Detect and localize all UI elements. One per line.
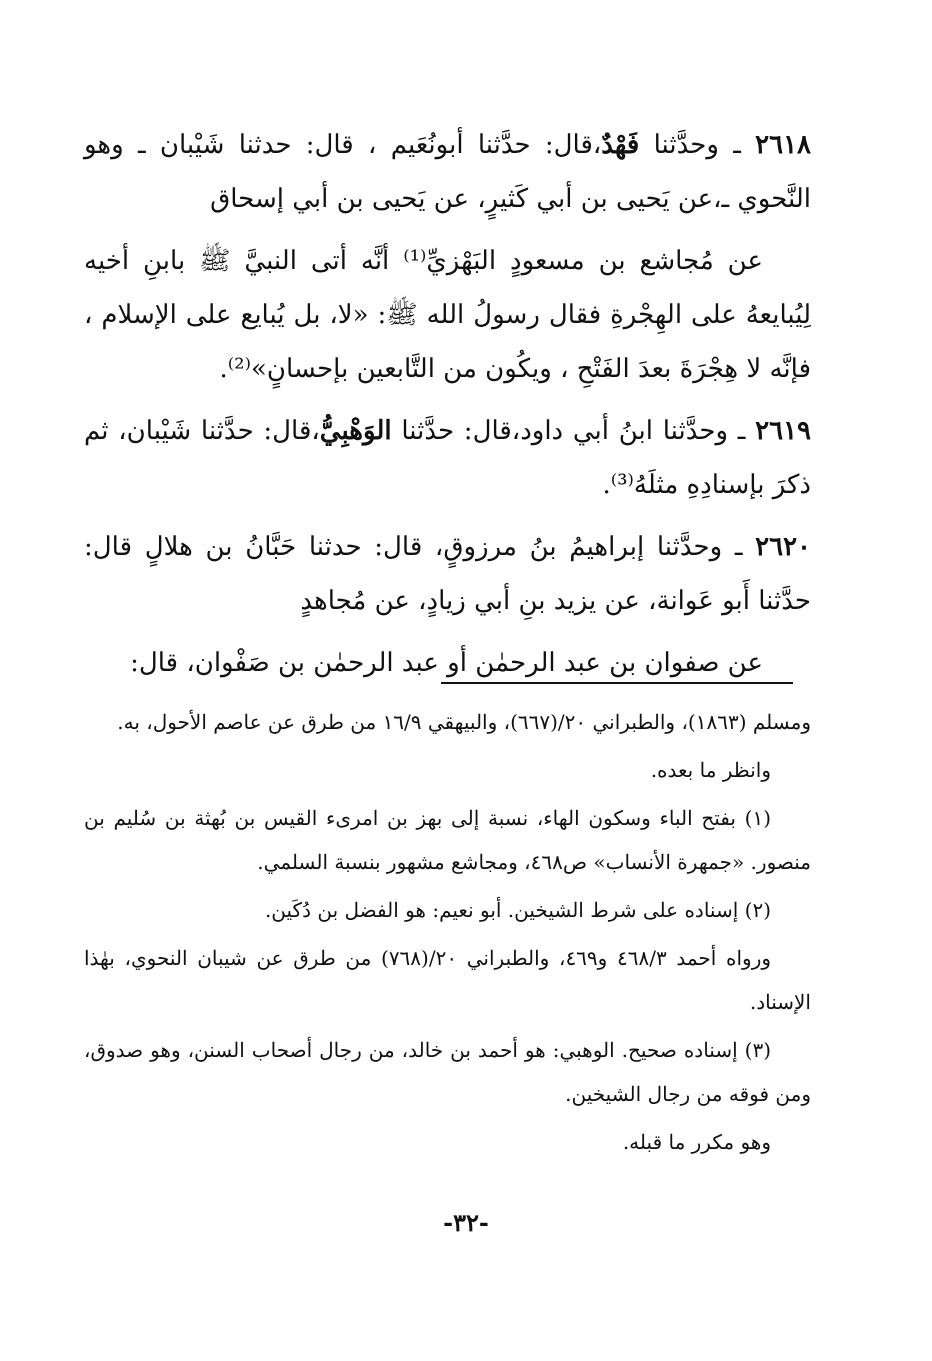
hadith-text: ،قال: حدَّثنا أبونُعَيم ، قال: حدثنا شَيْبان ـ وهو النَّحوي ـ،عن يَحيى بن أبي كَثيرٍ، عن يَحيى بن أبي إسحاق xyxy=(84,130,811,214)
footnote: وهو مكرر ما قبله. xyxy=(622,1130,771,1154)
footnote: (١) بفتح الباء وسكون الهاء، نسبة إلى بهز بن امرىء القيس بن بُهثة بن سُليم بن منصور. «جمهرة الأنساب» ص٤٦٨، ومجاشع مشهور بنسبة السلمي. xyxy=(84,806,811,874)
footnote: وانظر ما بعده. xyxy=(650,758,771,782)
footnote: ومسلم (١٨٦٣)، والطبراني ٢٠/(٦٦٧)، والبيهقي ١٦/٩ من طرق عن عاصم الأحول، به. xyxy=(117,710,811,734)
footnotes xyxy=(84,700,811,1168)
footnote: (٣) إسناده صحيح. الوهبي: هو أحمد بن خالد، من رجال أصحاب السنن، وهو صدوق، ومن فوقه من رجال الشيخين. xyxy=(84,1038,811,1106)
narrator-name: فَهْدٌ xyxy=(601,130,640,160)
hadith-text: ـ وحدَّثنا ابنُ أبي داود،قال: حدَّثنا xyxy=(391,416,746,446)
hadith-text: ـ وحدَّثنا إبراهيمُ بنُ مرزوقٍ، قال: حدثنا حَبَّانُ بن هلالٍ قال: حدَّثنا أَبو عَوانة، عن يزيد بنِ أبي زيادٍ، عن مُجاهدٍ xyxy=(84,532,811,616)
hadith-2618 xyxy=(84,118,811,226)
hadith-2620-continuation: عن صفوان بن عبد الرحمٰن أو عبد الرحمٰن بن صَفْوان، قال: xyxy=(130,648,763,678)
hadith-number: ٢٦٢٠ xyxy=(755,532,812,562)
footnote: ورواه أحمد ٤٦٨/٣ و٤٦٩، والطبراني ٢٠/(٧٦٨) من طرق عن شيبان النحوي، بهٰذا الإسناد. xyxy=(84,946,811,1014)
narrator-name: الوَهْبِيُّ xyxy=(319,416,392,446)
hadith-number: ٢٦١٨ xyxy=(755,130,811,160)
footnote-divider xyxy=(441,682,793,684)
page-number: -٣٢- xyxy=(443,1208,489,1237)
hadith-2620 xyxy=(84,520,811,628)
hadith-number: ٢٦١٩ xyxy=(755,416,812,446)
hadith-text: ـ وحدَّثنا xyxy=(639,130,741,160)
hadith-2618-matn: عن مُجاشع بن مسعودٍ البَهْزيِّ⁽¹⁾ أنَّه أتى النبيَّ ﷺ بابنِ أخيه لِيُبايعهُ على الهِجْرةِ فقال رسولُ الله ﷺ: «لا، بل يُبايع على الإسلام ، فإنَّه لا هِجْرَةَ بعدَ الفَتْحِ ، ويكُون من التَّابعين بإحسانٍ»⁽²⁾. xyxy=(84,246,811,384)
footnote: (٢) إسناده على شرط الشيخين. أبو نعيم: هو الفضل بن دُكَين. xyxy=(264,898,771,922)
hadith-text: ،قال: حدَّثنا شَيْبان، ثم ذكرَ بإسنادِهِ مثلَهُ⁽³⁾. xyxy=(84,416,811,500)
main-text xyxy=(84,118,811,698)
hadith-2619 xyxy=(84,404,811,512)
